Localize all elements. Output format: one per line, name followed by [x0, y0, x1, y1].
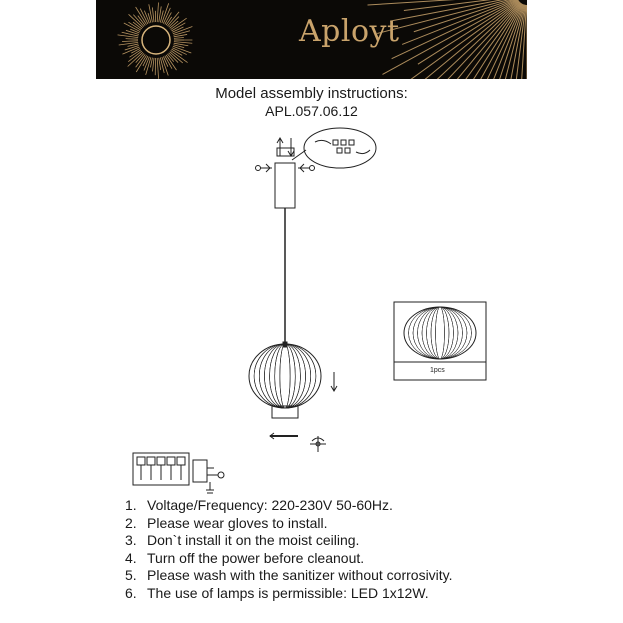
lamp-shade: [249, 342, 321, 408]
item-text: The use of lamps is permissible: LED 1x12W.: [147, 584, 429, 601]
list-item: [125, 567, 453, 585]
page-title: Model assembly instructions:: [215, 85, 408, 102]
package-quantity-label: 1pcs: [430, 367, 445, 374]
item-number: 1.: [125, 497, 137, 513]
item-number: 5.: [125, 567, 137, 583]
wiring-diagram: [133, 453, 224, 493]
list-item: [125, 497, 453, 515]
list-item: [125, 585, 453, 603]
item-number: 4.: [125, 549, 137, 566]
item-text: Turn off the power before cleanout.: [147, 549, 365, 566]
canopy: [275, 163, 295, 208]
list-item: [125, 550, 453, 568]
instructions-list: [125, 497, 453, 602]
item-text: Please wash with the sanitizer without corrosivity.: [147, 567, 453, 583]
rotate-icon: [310, 436, 326, 452]
item-number: 2.: [125, 514, 137, 531]
list-item: [125, 515, 453, 533]
item-number: 3.: [125, 532, 137, 548]
item-text: Please wear gloves to install.: [147, 514, 328, 531]
model-number: APL.057.06.12: [265, 103, 358, 119]
down-arrow-icon: [331, 372, 337, 391]
item-text: Voltage/Frequency: 220-230V 50-60Hz.: [147, 497, 393, 513]
item-text: Don`t install it on the moist ceiling.: [147, 532, 360, 548]
list-item: [125, 532, 453, 550]
terminal-detail-bubble: [292, 128, 376, 168]
item-number: 6.: [125, 584, 137, 601]
brand-logo: Aployt: [299, 14, 400, 49]
